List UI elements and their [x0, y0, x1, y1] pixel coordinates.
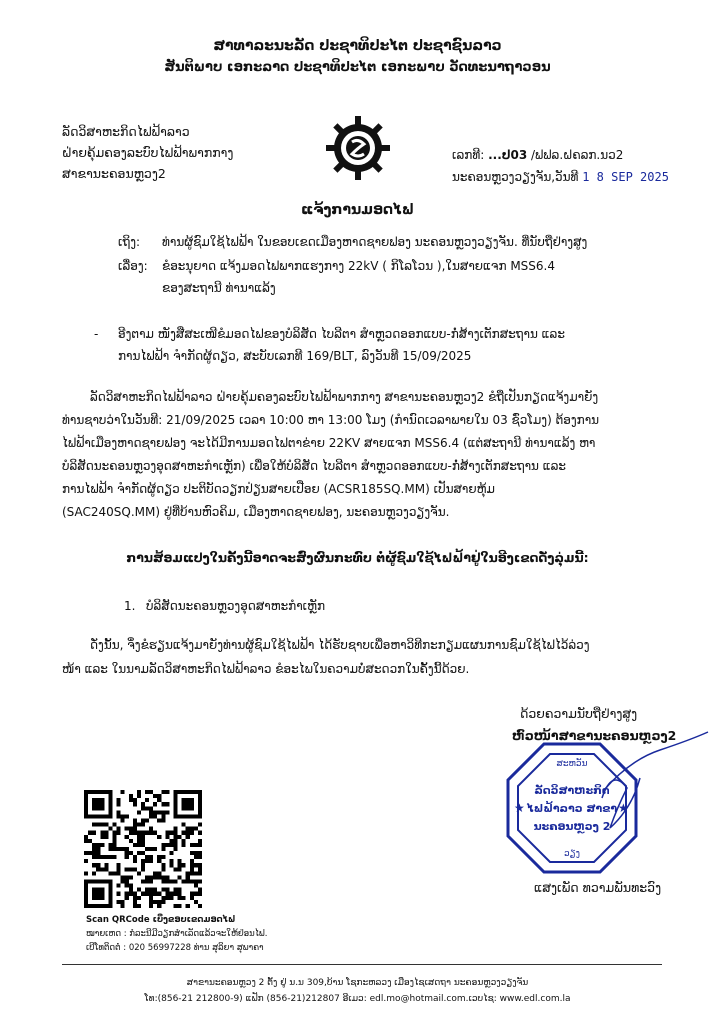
basis-bullet: -: [94, 327, 99, 341]
subject-text-2: ຂອງສະຖານີ ທ່ານາແລ້ງ: [162, 281, 276, 295]
seal-line-2: ໄຟຟ້າລາວ ສາຂາ: [526, 802, 618, 815]
affected-title: ການສ້ອມແປງໃນຄັ້ງນີ້ອາດຈະສົ່ງຜົນກະທົບ ຕໍ່ຜູ້ຊົມໃຊ້ໄຟຟ້າຢູ່ໃນອີງເຂດດັ່ງລຸ່ມນີ້:: [126, 550, 589, 565]
signature-stroke: [600, 730, 712, 800]
signature-position: ຫົວໜ້າສາຂານະຄອນຫຼວງ2: [512, 728, 677, 743]
ref-number-label: ເລກທີ:: [452, 148, 485, 162]
date-stamp: 1 8 SEP 2025: [582, 170, 669, 184]
org-branch: ສາຂານະຄອນຫຼວງ2: [62, 166, 166, 181]
qr-code[interactable]: [84, 790, 202, 908]
closing-line-1: ດັ່ງນັ້ນ, ຈຶ່ງຂໍຮຽນແຈ້ງມາຍັງທ່ານຜູ້ຊົມໃຊ້ໄຟຟ້າ ໄດ້ຮັບຊາບເພື່ອຫາວິທີກະກຽມແຜນການຊົມໃຊ້ໄຟໄວ້ລ່ວງ: [90, 638, 590, 652]
org-department: ຝ່າຍຄຸ້ມຄອງລະບົບໄຟຟ້າພາກກາງ: [62, 145, 234, 160]
basis-text-2: ການໄຟຟ້າ ຈຳກັດຜູ້ດຽວ, ສະບັບເລກທີ 169/BLT, ລົງວັນທີ 15/09/2025: [118, 349, 472, 363]
body-line-3: ໄຟຟ້າເມືອງຫາດຊາຍຟອງ ຈະໄດ້ມີການມອດໄຟຕາຂ່າຍ 22KV ສາຍແຈກ MSS6.4 (ແຕ່ສະຖານີ ທ່ານາແລ້ງ ຫາ: [62, 436, 596, 450]
to-label: ເຖິງ:: [118, 235, 141, 249]
basis-text-1: ອີງຕາມ ໜັງສືສະເໜີຂໍມອດໄຟຂອງບໍລິສັດ ໄບລີຕາ ສຳຫຼວດອອກແບບ-ກໍ່ສ້າງເຕັກສະຖານ ແລະ: [118, 327, 565, 341]
ref-place-label: ນະຄອນຫຼວງວຽງຈັນ,ວັນທີ: [452, 170, 579, 184]
seal-line-1: ລັດວິສາຫະກິດ: [534, 784, 610, 797]
seal-star-right: ★: [618, 801, 629, 815]
closing-line-2: ໜ້າ ແລະ ໃນນາມລັດວິສາຫະກິດໄຟຟ້າລາວ ຂໍອະໄພໃນຄວາມບໍ່ສະດວກໃນຄັ້ງນີ້ດ້ວຍ.: [62, 662, 470, 676]
body-line-6: (SAC240SQ.MM) ຢູ່ທີ່ບ້ານຫົວຄິມ, ເມືອງຫາດຊາຍຟອງ, ນະຄອນຫຼວງວຽງຈັນ.: [62, 505, 450, 519]
body-line-1: ລັດວິສາຫະກິດໄຟຟ້າລາວ ຝ່າຍຄຸ້ມຄອງລະບົບໄຟຟ້າພາກກາງ ສາຂານະຄອນຫຼວງ2 ຂໍຖືເປັນກຽດແຈ້ງມາຍັງ: [90, 390, 599, 404]
qr-note-text: ກໍລະນີມີວຽກສຳເລັດແລ້ວຈະໃຫ້ຢ່ອນໄຟ.: [129, 929, 268, 939]
ref-number-value: ...ປ03: [488, 148, 528, 162]
country-header: ສາທາລະນະລັດ ປະຊາທິປະໄຕ ປະຊາຊົນລາວ: [213, 38, 502, 54]
seal-top-text: ສະຫວັນ: [556, 759, 588, 769]
qr-note-label: ໝາຍເຫດ :: [86, 929, 127, 939]
seal-bottom-text: ວຽງ: [563, 849, 581, 859]
body-line-5: ການໄຟຟ້າ ຈຳກັດຜູ້ດຽວ ປະຕິບັດວຽກປ່ຽນສາຍເປືອຍ (ACSR185SQ.MM) ເປັນສາຍຫຸ້ມ: [62, 482, 495, 496]
seal-line-3: ນະຄອນຫຼວງ 2: [533, 820, 611, 833]
qr-contact: ເບີໂທຕິດຕໍ່ : 020 56997228 ທ່ານ ສຸລິຍາ ສຸພາຄາ: [86, 943, 264, 953]
body-line-4: ບໍລິສັດນະຄອນຫຼວງອຸດສາຫະກຳເຫຼັກ) ເພື່ອໃຫ້ບໍລິສັດ ໄບລີຕາ ສຳຫຼວດອອກແບບ-ກໍ່ສ້າງເຕັກສະຖານ ແລະ: [62, 459, 567, 473]
footer-contact: ໂທ:(856-21 212800-9) ແຟັກ (856-21)212807 ອີເມວ: edl.mo@hotmail.com.ເວບໄຊ: www.edl.com.la: [144, 994, 571, 1004]
seal-star-left: ★: [514, 801, 525, 815]
country-motto: ສັນຕິພາບ ເອກະລາດ ປະຊາທິປະໄຕ ເອກະພາບ ວັດທະນາຖາວອນ: [164, 60, 551, 75]
body-line-2: ທ່ານຊາບວ່າໃນວັນທີ: 21/09/2025 ເວລາ 10:00 ຫາ 13:00 ໂມງ (ກຳນົດເວລາພາຍໃນ 03 ຊົ່ວໂມງ) ຕ້ອງການ: [62, 413, 600, 427]
edl-gear-logo: [322, 112, 394, 184]
subject-label: ເລື່ອງ:: [118, 259, 148, 273]
affected-item: ບໍລິສັດນະຄອນຫຼວງອຸດສາຫະກຳເຫຼັກ: [146, 599, 326, 613]
qr-note: [86, 928, 267, 940]
document-title: ແຈ້ງການມອດໄຟ: [301, 202, 414, 218]
qr-caption: Scan QRCode ເບິ່ງຂອບເຂດມອດໄຟ: [86, 915, 236, 925]
subject-text-1: ຂໍອະນຸຍາດ ແຈ້ງມອດໄຟພາກແຮງກາງ 22kV ( ກິໂລໂວນ ),ໃນສາຍແຈກ MSS6.4: [162, 259, 555, 273]
reference-date: [452, 170, 669, 184]
to-text: ທ່ານຜູ້ຊົມໃຊ້ໄຟຟ້າ ໃນຂອບເຂດເມືອງຫາດຊາຍຟອງ ນະຄອນຫຼວງວຽງຈັນ. ທີ່ນັບຖືຢ່າງສູງ: [162, 235, 588, 249]
org-name: ລັດວິສາຫະກິດໄຟຟ້າລາວ: [62, 124, 190, 139]
signature-respect: ດ້ວຍຄວາມນັບຖືຢ່າງສູງ: [520, 706, 638, 721]
affected-num: 1.: [124, 599, 136, 613]
reference-number: [452, 148, 623, 162]
signatory-name: ແສງເພັດ ທວາມພັນທະວົງ: [534, 880, 662, 895]
footer-divider: [62, 964, 662, 965]
ref-number-suffix: /ຟຟລ.ຝຄລກ.ນວ2: [531, 148, 624, 162]
footer-address: ສາຂານະຄອນຫຼວງ 2 ຕັ້ງ ຢູ່ ນ.ນ 309,ບ້ານ ໂຊກະຫລວງ ເມືອງໄຊເສດຖາ ນະຄອນຫຼວງວຽງຈັນ: [186, 978, 529, 988]
